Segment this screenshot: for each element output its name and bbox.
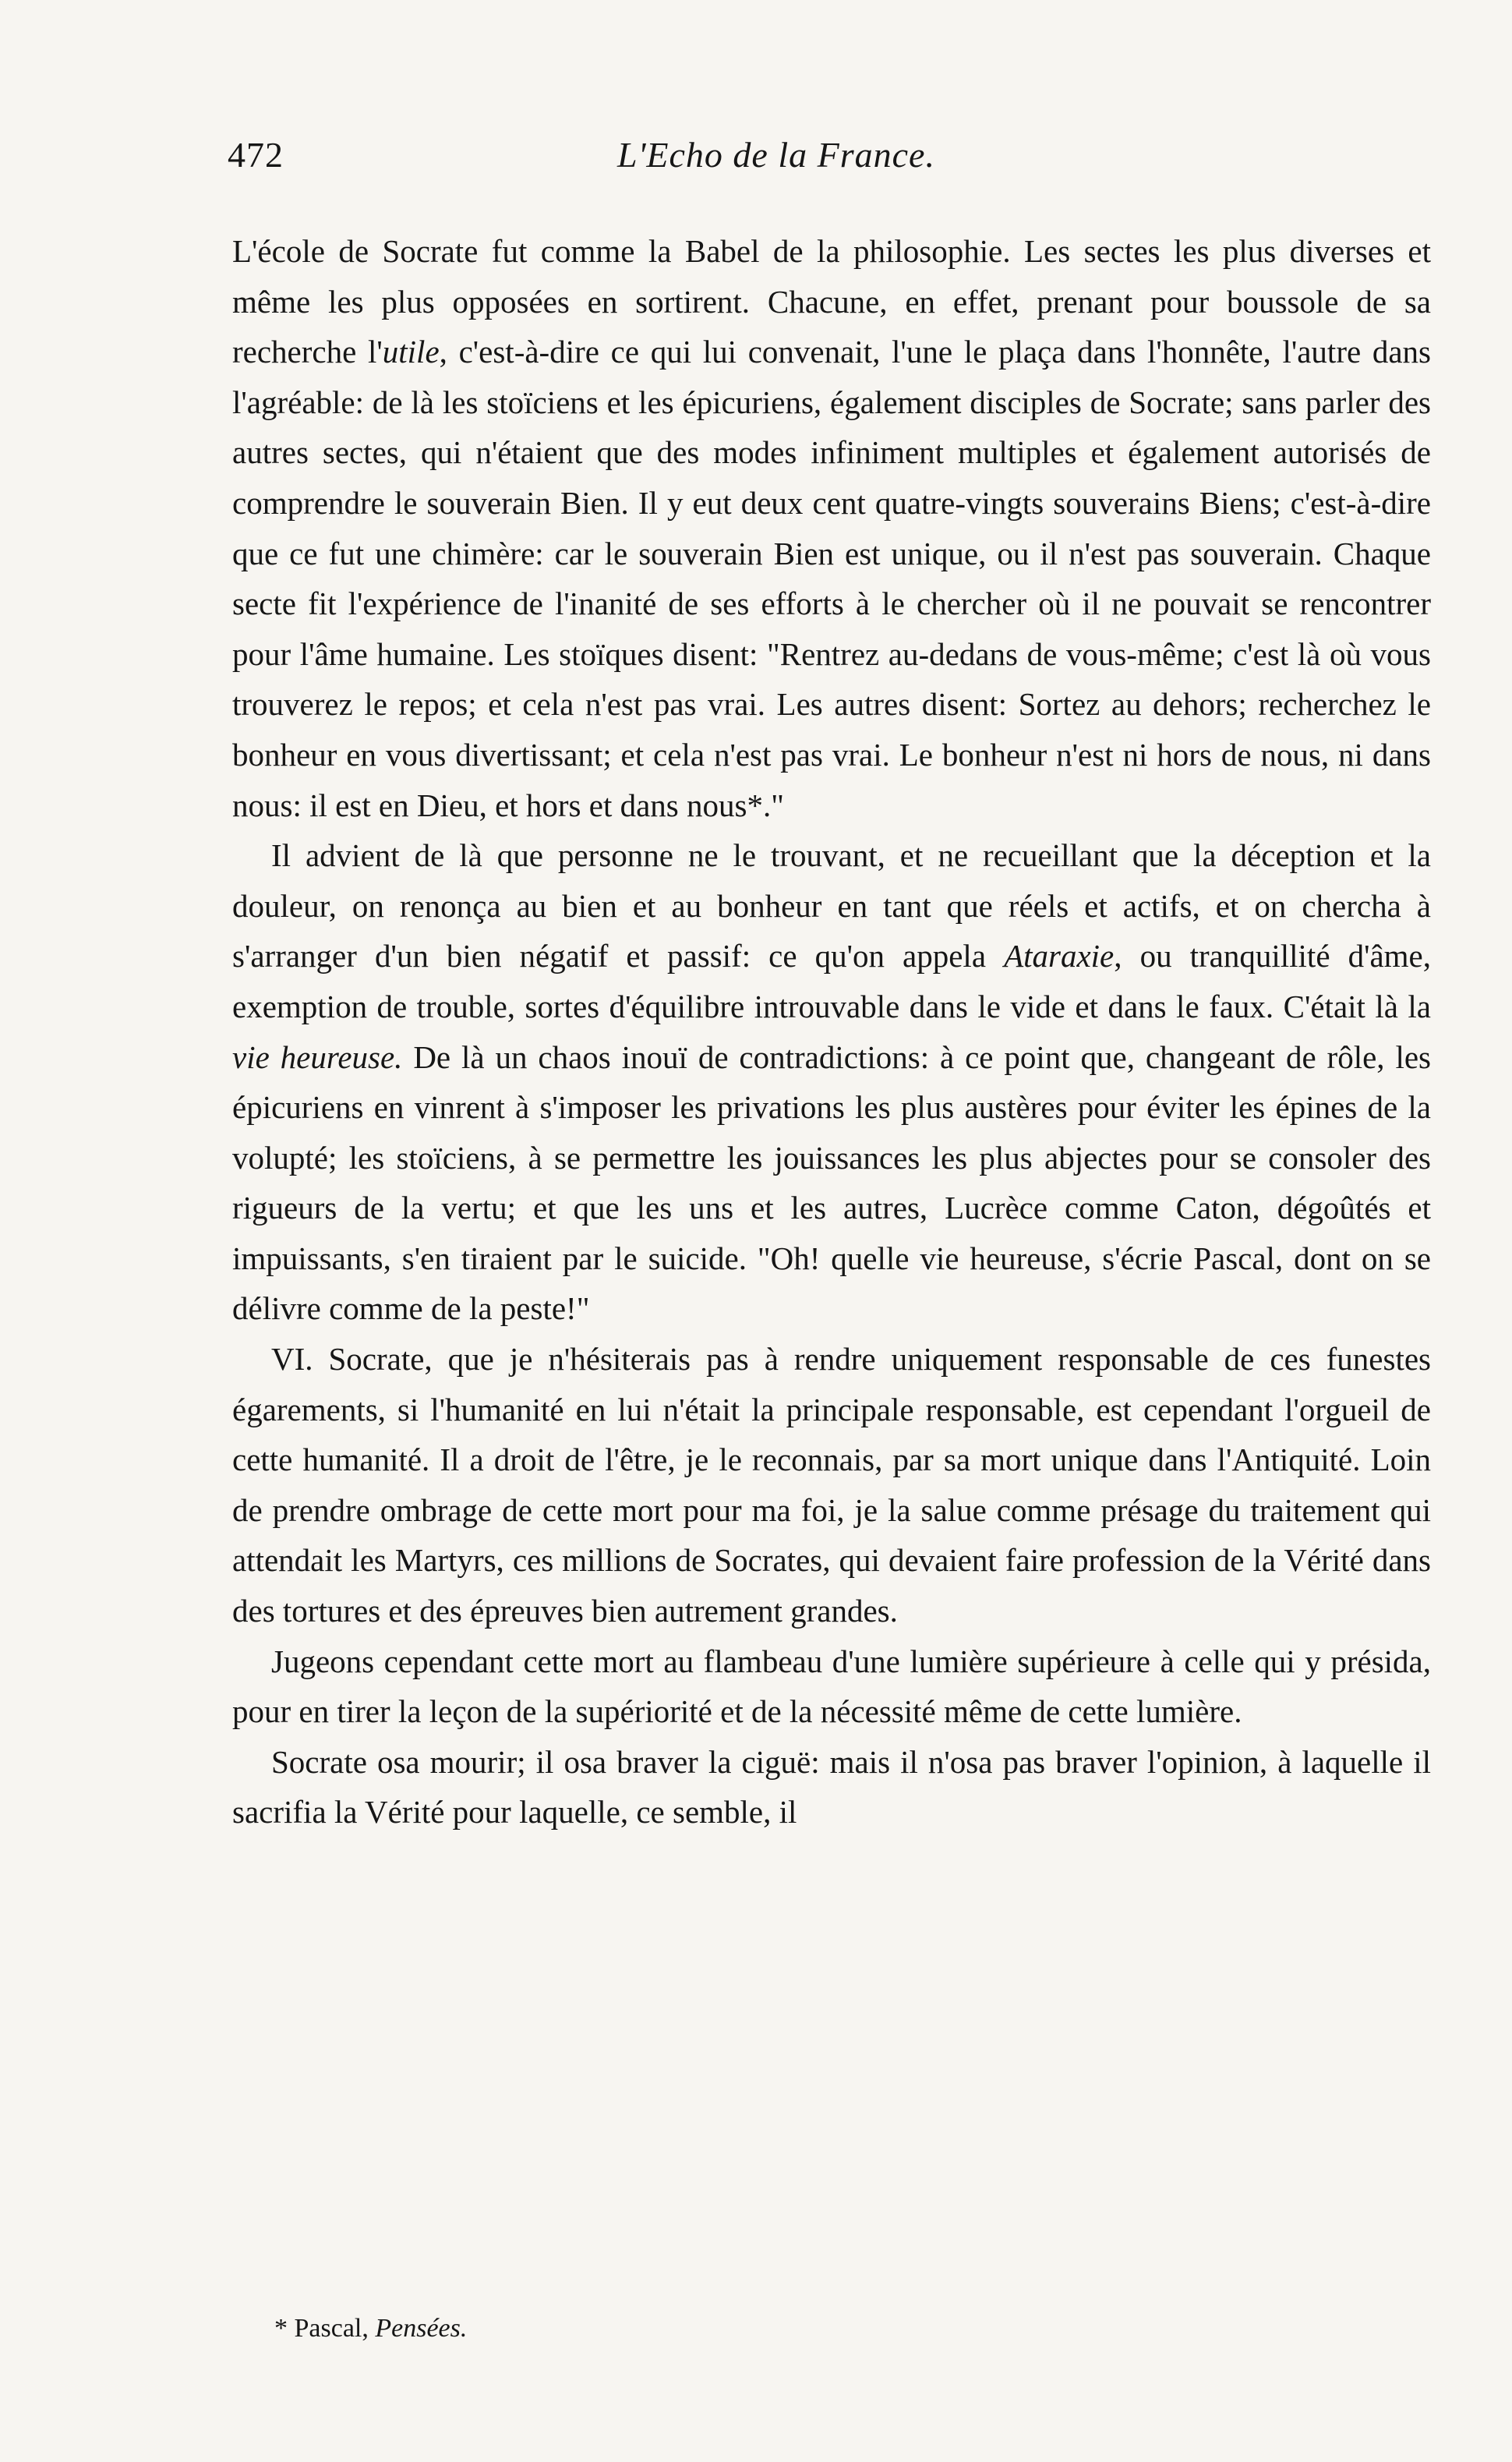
running-title: L'Echo de la France. <box>617 135 935 175</box>
paragraph <box>232 830 1431 1334</box>
text-run: De là un chaos inouï de contradictions: à ce point que, changeant de rôle, les épicuriens en vinrent à s'imposer les privations les plus austères pour éviter les épines de la volupté; les stoïciens, à se permettre les jouissances les plus abjectes pour se consoler des rigueurs de la vertu; et que les uns et les autres, Lucrèce comme Caton, dégoûtés et impuissants, s'en tiraient par le suicide. "Oh! quelle vie heureuse, s'écrie Pascal, dont on se délivre comme de la peste!" <box>232 1038 1431 1327</box>
text-run: Il advient de là que personne ne le trouvant, et ne recueillant que la déception et la douleur, on renonça au bien et au bonheur en tant que réels et actifs, et on chercha à s'arranger d'un bien négatif et passif: ce qu'on appela <box>232 837 1431 975</box>
paragraph <box>232 1636 1431 1737</box>
page-header <box>228 134 1434 181</box>
text-run: , c'est-à-dire ce qui lui convenait, l'une le plaça dans l'honnête, l'autre dans l'agréable: de là les stoïciens et les épicuriens, également disciples de Socrate; sans parler des autres sectes, qui n'étaient que des modes infiniment multiples et également autorisés de comprendre le souverain Bien. Il y eut deux cent quatre-vingts souverains Biens; c'est-à-dire que ce fut une chimère: car le souverain Bien est unique, ou il n'est pas souverain. Chaque secte fit l'expérience de l'inanité de ses efforts à le chercher où il ne pouvait se rencontrer pour l'âme humaine. Les stoïques disent: "Rentrez au-dedans de vous-même; c'est là où vous trouverez le repos; et cela n'est pas vrai. Les autres disent: Sortez au dehors; recherchez le bonheur en vous divertissant; et cela n'est pas vrai. Le bonheur n'est ni hors de nous, ni dans nous: il est en Dieu, et hors et dans nous*." <box>232 334 1431 823</box>
text-run: Jugeons cependant cette mort au flambeau d'une lumière supérieure à celle qui y présida, pour en tirer la leçon de la supériorité et de la nécessité même de cette lumière. <box>232 1643 1431 1730</box>
paragraph <box>232 226 1431 830</box>
text-run: Socrate osa mourir; il osa braver la ciguë: mais il n'osa pas braver l'opinion, à laquelle il sacrifia la Vérité pour laquelle, ce semble, il <box>232 1743 1431 1831</box>
text-run: , ou tranquillité d'âme, exemption de trouble, sortes d'équilibre introuvable dans le vide et dans le faux. C'était là la <box>232 938 1431 1024</box>
paragraph <box>232 1737 1431 1838</box>
text-run: VI. Socrate, que je n'hésiterais pas à rendre uniquement responsable de ces funestes égarements, si l'humanité en lui n'était la principale responsable, est cependant l'orgueil de cette humanité. Il a droit de l'être, je le reconnais, par sa mort unique dans l'Antiquité. Loin de prendre ombrage de cette mort pour ma foi, je la salue comme présage du traitement qui attendait les Martyrs, ces millions de Socrates, qui devaient faire profession de la Vérité dans des tortures et des épreuves bien autrement grandes. <box>232 1341 1431 1629</box>
footnote-marker: * Pascal, <box>274 2314 376 2343</box>
footnote <box>274 2314 467 2343</box>
italic-text: vie heureuse. <box>232 1038 403 1075</box>
paragraph <box>232 1334 1431 1636</box>
footnote-title: Pensées. <box>375 2314 468 2343</box>
text-run: L'école de Socrate fut comme la Babel de la philosophie. Les sectes les plus diverses et même les plus opposées en sortirent. Chacune, en effet, prenant pour boussole de sa recherche l' <box>232 233 1431 370</box>
page-number: 472 <box>228 135 284 175</box>
italic-text: utile <box>382 334 440 370</box>
italic-text: Ataraxie <box>1004 938 1115 975</box>
body-text <box>232 226 1431 1838</box>
